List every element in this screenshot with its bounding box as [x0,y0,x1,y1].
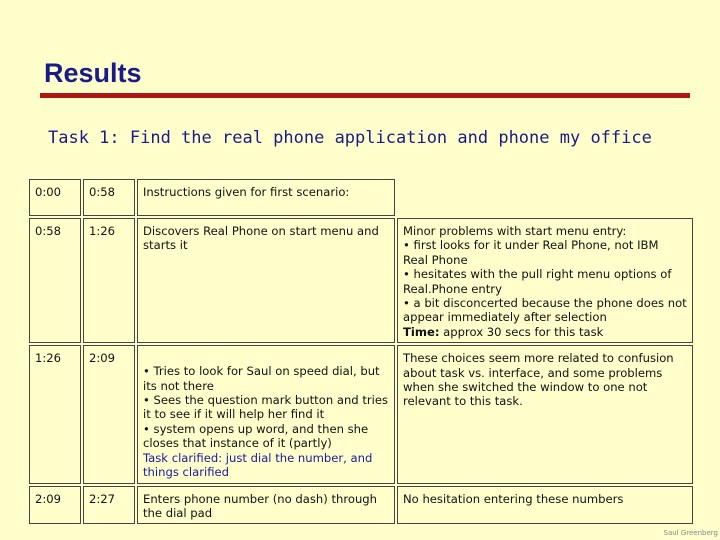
end-time-cell: 0:58 [83,179,135,216]
actions-cell: Discovers Real Phone on start menu and starts it [137,218,395,343]
start-time-cell: 0:58 [29,218,81,343]
start-time-cell: 2:09 [29,486,81,525]
table-row [29,345,693,483]
notes-cell [397,179,693,216]
time-note: Time: approx 30 secs for this task [403,324,604,339]
list-item: • hesitates with the pull right menu options of Real.Phone entry [403,267,672,296]
clarification-note: Task clarified: just dial the number, and things clarified [143,450,373,480]
actions-cell: Instructions given for first scenario: [137,179,395,216]
end-time-cell: 2:09 [83,345,135,483]
table-row [29,218,693,343]
list-item: • system opens up word, and then she closes that instance of it (partly) [143,421,369,451]
notes-cell: No hesitation entering these numbers [397,486,693,525]
title-divider [40,93,690,98]
end-time-cell: 2:27 [83,486,135,525]
list-item: • Sees the question mark button and tries it to see if it will help her find it [143,393,389,422]
notes-cell: These choices seem more related to confusion about task vs. interface, and some problems when she switched the window to one not relevant to this task. [397,345,693,483]
list-item: • Tries to look for Saul on speed dial, but its not there [143,364,380,393]
start-time-cell: 0:00 [29,179,81,216]
slide-title: Results [44,58,142,88]
notes-heading: Minor problems with start menu entry: [403,224,627,238]
author-footer: Saul Greenberg [663,529,718,537]
actions-cell [137,345,395,483]
observation-table [27,177,695,526]
list-item: • a bit disconcerted because the phone does not appear immediately after selection [403,296,687,325]
notes-cell [397,218,693,343]
end-time-cell: 1:26 [83,218,135,343]
table-row [29,179,693,216]
start-time-cell: 1:26 [29,345,81,483]
task-subtitle: Task 1: Find the real phone application and phone my office [48,128,652,148]
list-item: • first looks for it under Real Phone, not IBM Real Phone [403,238,659,267]
actions-cell: Enters phone number (no dash) through the dial pad [137,486,395,525]
table-row [29,486,693,525]
